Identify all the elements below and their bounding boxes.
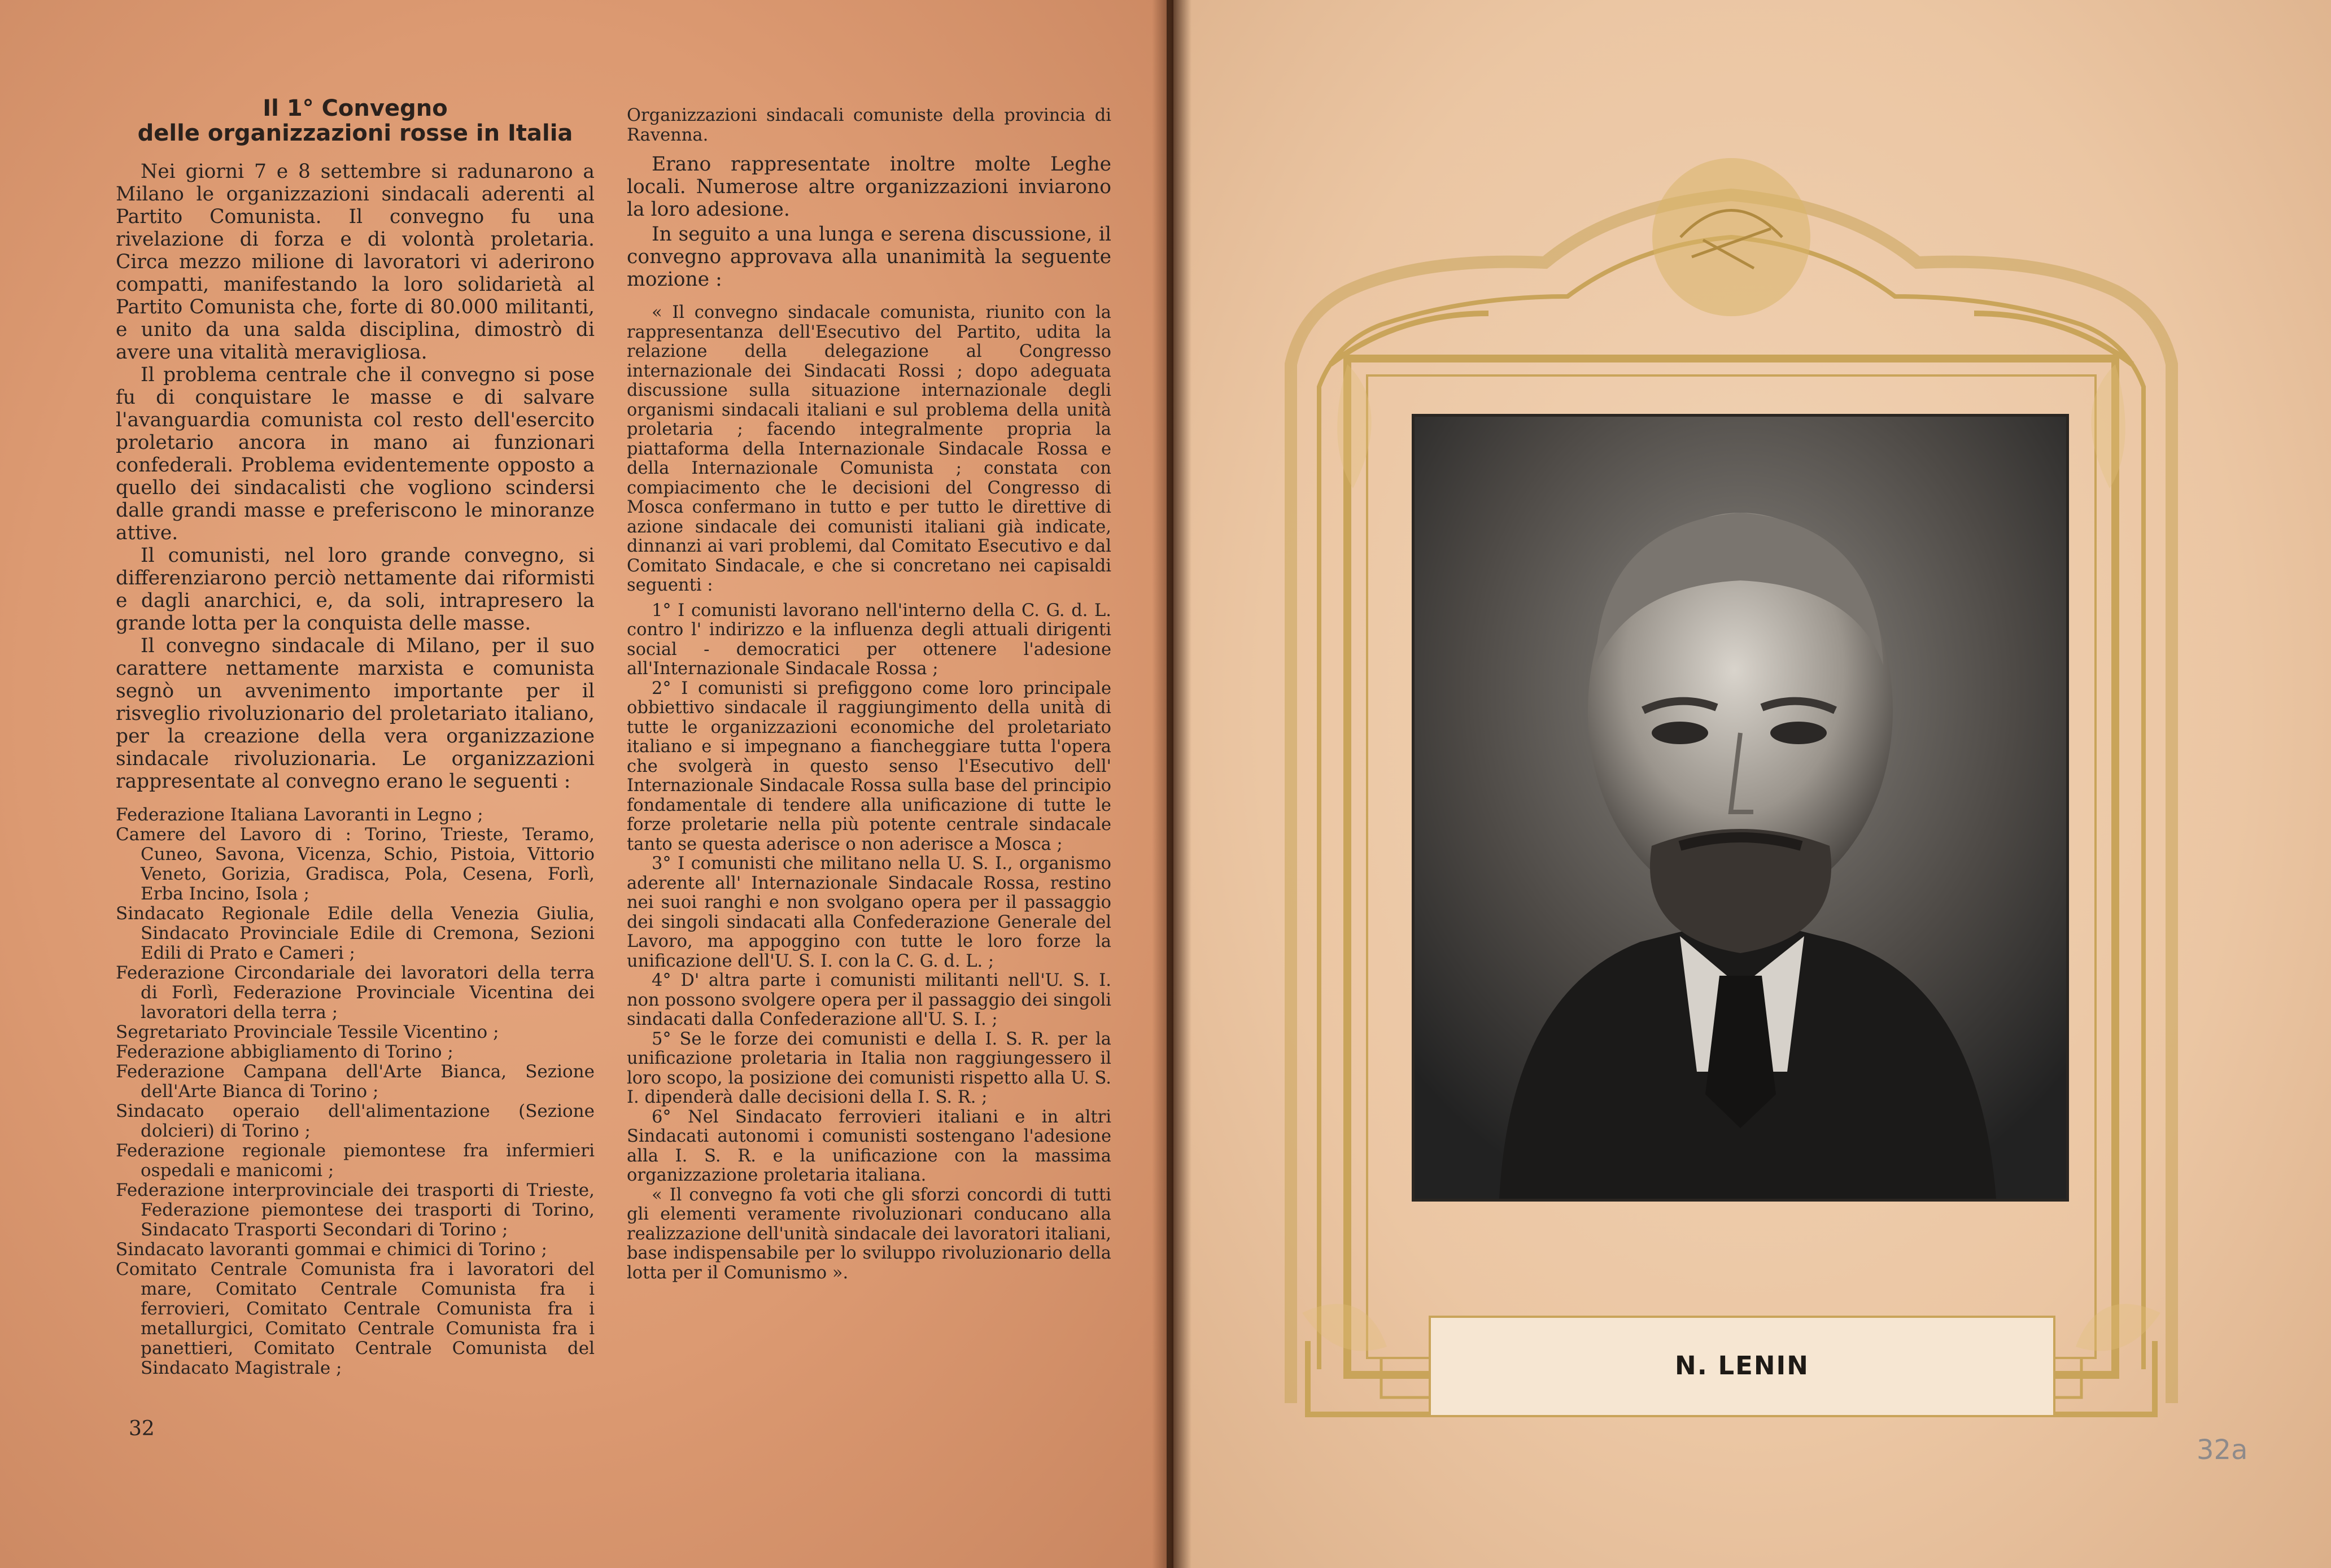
- paragraph: Il comunisti, nel loro grande convegno, si differenziarono perciò nettamente dai riformisti e dagli anarchici, e, da soli, intrapresero la grande lotta per la conquista delle masse.: [116, 544, 595, 635]
- organizations-list: [116, 805, 595, 1378]
- list-item: Federazione regionale piemontese fra infermieri ospedali e manicomi ;: [116, 1141, 595, 1181]
- list-item: Federazione interprovinciale dei trasporti di Trieste, Federazione piemontese dei trasporti di Torino, Sindacato Trasporti Secondari di Torino ;: [116, 1180, 595, 1240]
- article-column-left: [116, 96, 595, 1378]
- paragraph: Il convegno sindacale di Milano, per il suo carattere nettamente marxista e comunista segnò un avvenimento importante per il risveglio rivoluzionario del proletariato italiano, per la creazione della vera organizzazione sindacale rivoluzionaria. Le organizzazioni rappresentate al convegno erano le seguenti :: [116, 635, 595, 793]
- motion-point: 6° Nel Sindacato ferrovieri italiani e in altri Sindacati autonomi i comunisti sostengano l'adesione alla I. S. R. e la unificazione con la massima organizzazione proletaria italiana.: [627, 1107, 1111, 1185]
- book-gutter: [1152, 0, 1191, 1568]
- motion-point: 5° Se le forze dei comunisti e della I. S. R. per la unificazione proletaria in Italia non raggiungessero il loro scopo, la posizione dei comunisti rispetto alla U. S. I. dipenderà dalle decisioni della I. S. R. ;: [627, 1029, 1111, 1107]
- list-item: Sindacato operaio dell'alimentazione (Sezione dolcieri) di Torino ;: [116, 1101, 595, 1141]
- article-column-right: [627, 106, 1111, 1283]
- motion-point: 2° I comunisti si prefiggono come loro principale obbiettivo sindacale il raggiungimento della unità di tutte le organizzazioni economiche del proletariato italiano e si impegnano a fiancheggiare tutta l'opera che svolgerà in questo senso l'Esecutivo dell' Internazionale Sindacale Rossa sulla base del principio fondamentale di tendere alla unificazione di tutte le forze proletarie nella più potente centrale sindacale tanto se questa aderisce o non aderisce a Mosca ;: [627, 678, 1111, 854]
- list-item: Sindacato Regionale Edile della Venezia Giulia, Sindacato Provinciale Edile di Cremona, Sezioni Edili di Prato e Cameri ;: [116, 903, 595, 963]
- list-item: Camere del Lavoro di : Torino, Trieste, Teramo, Cuneo, Savona, Vicenza, Schio, Pistoia, Vittorio Veneto, Gorizia, Gradisca, Pola, Cesena, Forlì, Erba Incino, Isola ;: [116, 824, 595, 904]
- list-item: Sindacato lavoranti gommai e chimici di Torino ;: [116, 1239, 547, 1260]
- page-number: 32: [129, 1417, 155, 1440]
- article-title-line1: Il 1° Convegno: [263, 95, 448, 121]
- caption-box: [1429, 1316, 2055, 1417]
- motion-point: 4° D' altra parte i comunisti militanti nell'U. S. I. non possono svolgere opera per il passaggio dei singoli sindacati dalla Confederazione all'U. S. I. ;: [627, 971, 1111, 1029]
- portrait-illustration: [1415, 417, 2066, 1199]
- paragraph: In seguito a una lunga e serena discussione, il convegno approvava alla unanimità la seguente mozione :: [627, 223, 1111, 291]
- continuation-line: Organizzazioni sindacali comuniste della provincia di Ravenna.: [627, 106, 1111, 145]
- lenin-portrait: [1412, 414, 2069, 1202]
- list-item: Federazione Circondariale dei lavoratori della terra di Forlì, Federazione Provinciale Vicentina dei lavoratori della terra ;: [116, 963, 595, 1023]
- paragraph: Erano rappresentate inoltre molte Leghe locali. Numerose altre organizzazioni inviarono la loro adesione.: [627, 153, 1111, 221]
- paragraph: Nei giorni 7 e 8 settembre si radunarono a Milano le organizzazioni sindacali aderenti al Partito Comunista. Il convegno fu una rivelazione di forza e di volontà proletaria. Circa mezzo milione di lavoratori vi aderirono compatti, manifestando la loro solidarietà al Partito Comunista che, forte di 80.000 militanti, e unito da una salda disciplina, dimostrò di avere una vitalità meravigliosa.: [116, 160, 595, 364]
- motion-text: « Il convegno sindacale comunista, riunito con la rappresentanza dell'Esecutivo del Partito, udita la relazione della delegazione al Congresso internazionale dei Sindacati Rossi ; dopo adeguata discussione sulla situazione internazionale degli organismi sindacali italiani e sul problema della unità proletaria ; facendo integralmente propria la piattaforma della Internazionale Sindacale Rossa e della Internazionale Comunista ; constata con compiacimento che le decisioni del Congresso di Mosca confermano in tutto e per tutto le direttive di azione sindacale dei comunisti italiani già indicate, dinnanzi ai vari problemi, dal Comitato Esecutivo e dal Comitato Sindacale, e che si concretano nei capisaldi seguenti :: [627, 303, 1111, 595]
- article-title-line2: delle organizzazioni rosse in Italia: [137, 120, 573, 146]
- pencil-annotation: 32a: [2197, 1434, 2248, 1466]
- motion-point: 3° I comunisti che militano nella U. S. I., organismo aderente all' Internazionale Sindacale Rossa, restino nei suoi ranghi e non svolgano opera per il passaggio dei singoli sindacati alla Confederazione Generale del Lavoro, ma appoggino con tutte le loro forze la unificazione dell'U. S. I. con la C. G. d. L. ;: [627, 854, 1111, 971]
- list-item: Comitato Centrale Comunista fra i lavoratori del mare, Comitato Centrale Comunista fra i ferrovieri, Comitato Centrale Comunista fra i metallurgici, Comitato Centrale Comunista fra i panettieri, Comitato Centrale Comunista del Sindacato Magistrale ;: [116, 1259, 595, 1378]
- portrait-caption: N. LENIN: [1675, 1351, 1809, 1381]
- motion-point: 1° I comunisti lavorano nell'interno della C. G. d. L. contro l' indirizzo e la influenza degli attuali dirigenti social - democratici per ottenere l'adesione all'Internazionale Sindacale Rossa ;: [627, 600, 1111, 679]
- list-item: Federazione abbigliamento di Torino ;: [116, 1042, 453, 1062]
- list-item: Federazione Italiana Lavoranti in Legno ;: [116, 805, 483, 825]
- list-item: Federazione Campana dell'Arte Bianca, Sezione dell'Arte Bianca di Torino ;: [116, 1062, 595, 1102]
- list-item: Segretariato Provinciale Tessile Vicentino ;: [116, 1022, 499, 1042]
- motion-closing: « Il convegno fa voti che gli sforzi concordi di tutti gli elementi veramente rivoluzionari conducano alla realizzazione dell'unità sindacale dei lavoratori italiani, base indispensabile per lo sviluppo rivoluzionario della lotta per il Comunismo ».: [627, 1185, 1111, 1283]
- paragraph: Il problema centrale che il convegno si pose fu di conquistare le masse e di salvare l'avanguardia comunista col resto dell'esercito proletario ancora in mano ai funzionari confederali. Problema evidentemente opposto a quello dei sindacalisti che vogliono scindersi dalle grandi masse e preferiscono le minoranze attive.: [116, 364, 595, 544]
